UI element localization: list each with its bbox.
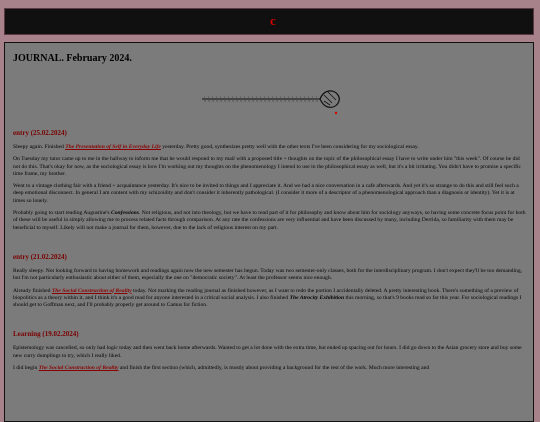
entry-heading: entry (25.02.2024) xyxy=(13,129,67,137)
book-link[interactable]: The Social Construction of Reality xyxy=(38,365,119,372)
entry-paragraph: Already finished The Social Construction of Reality today. Not marking the reading journal as finished however, as I want to redo the portion I accidentally deleted. A pretty interesting book. There's something of a preview of biopolitics as a theory within it, and I think it's a good read for anyone interested in a critical social analysis. I also finished The Atrocity Exhibition this morning, so that's 9 books read so far this year. For sociological readings I should get to Goffman next, and I'll probably properly get around to Camus for fiction. xyxy=(13,287,522,309)
entry-paragraph: Epistemology was cancelled, so only had logic today and then went back home afterwards. Wanted to get a lot done with the extra time, but ended up spacing out for hours. I did go down to the Asian grocery store and buy some new curry dumplings to try, which I really liked. xyxy=(13,345,522,359)
home-link[interactable]: c xyxy=(270,13,276,28)
entry-paragraph: Probably going to start reading Augustine's Confessions. Not religious, and not into theology, but we have to read part of it for philosophy and know about him for sociology anyways, so having some concrete focus point for both of these will be useful in simply allowing me to process related facts through comparison. At any rate the confessions are very influential and have been discussed by many, including Derrida, so familiarity with them may be beneficial to myself. Likely will not make a journal for them, however, due to the lack of religious interest on my part. xyxy=(13,210,526,231)
entry-paragraph: I did begin The Social Construction of Reality and finish the first section (which, admittedly, is mostly about providing a background for the rest of the work. Much more interesting and xyxy=(13,365,430,372)
entry-paragraph: Sleepy again. Finished The Presentation of Self in Everyday Life yesterday. Pretty good, synthesizes pretty well with the other texts I've been considering for my sociological essay. xyxy=(13,144,419,150)
entry-paragraph: Really sleepy. Not looking forward to having homework and readings again now the new semester has begun. Today was two semester-only classes, both for the interdisciplinary program. I don't expect they'll be too demanding, but I'm not particularly enthusiastic about either of them, especially the one on "democratic society". At least the professor seems nice enough. xyxy=(13,267,523,282)
book-link[interactable]: The Social Construction of Reality xyxy=(51,287,132,294)
journal-entry xyxy=(13,253,527,309)
entry-heading: entry (21.02.2024) xyxy=(13,252,67,261)
journal-entry xyxy=(13,330,527,372)
journal-entry xyxy=(13,129,527,232)
entry-paragraph: On Tuesday my tutor came up to me in the hallway to inform me that he would respond to my mail with a proposed title + thoughts on the topic of the philosophical essay I have to write under him "this week". Of course he did not do this. That's okay for now, as the sociological essay is how I'm working out my thoughts on the phenomenology I intend to use in the philosophical essay as well, but it's a bit irritating. You didn't have to promise a specific time frame, my brother. xyxy=(13,156,522,177)
top-navigation-bar xyxy=(4,8,534,35)
page-title: JOURNAL. February 2024. xyxy=(13,53,132,64)
journal-page xyxy=(4,42,534,422)
ornamental-divider-icon xyxy=(200,87,342,117)
entry-heading: Learning (19.02.2024) xyxy=(13,330,79,339)
book-link[interactable]: The Presentation of Self in Everyday Life xyxy=(65,144,161,150)
entry-paragraph: Went to a vintage clothing fair with a friend + acquaintance yesterday. It's nice to be invited to things and I appreciate it. And we had a nice conversation in a cafe afterwards. And yet it's so strange to do this and still feel such a deep emotional disconnect. In general I am content with my schizoidity and don't consider it inherently pathological. (I consider it more of a descriptor of a phenomenological approach than a diagnosis or identity). Yet it is at times so lonely. xyxy=(13,183,519,204)
journal-entries xyxy=(13,129,527,377)
